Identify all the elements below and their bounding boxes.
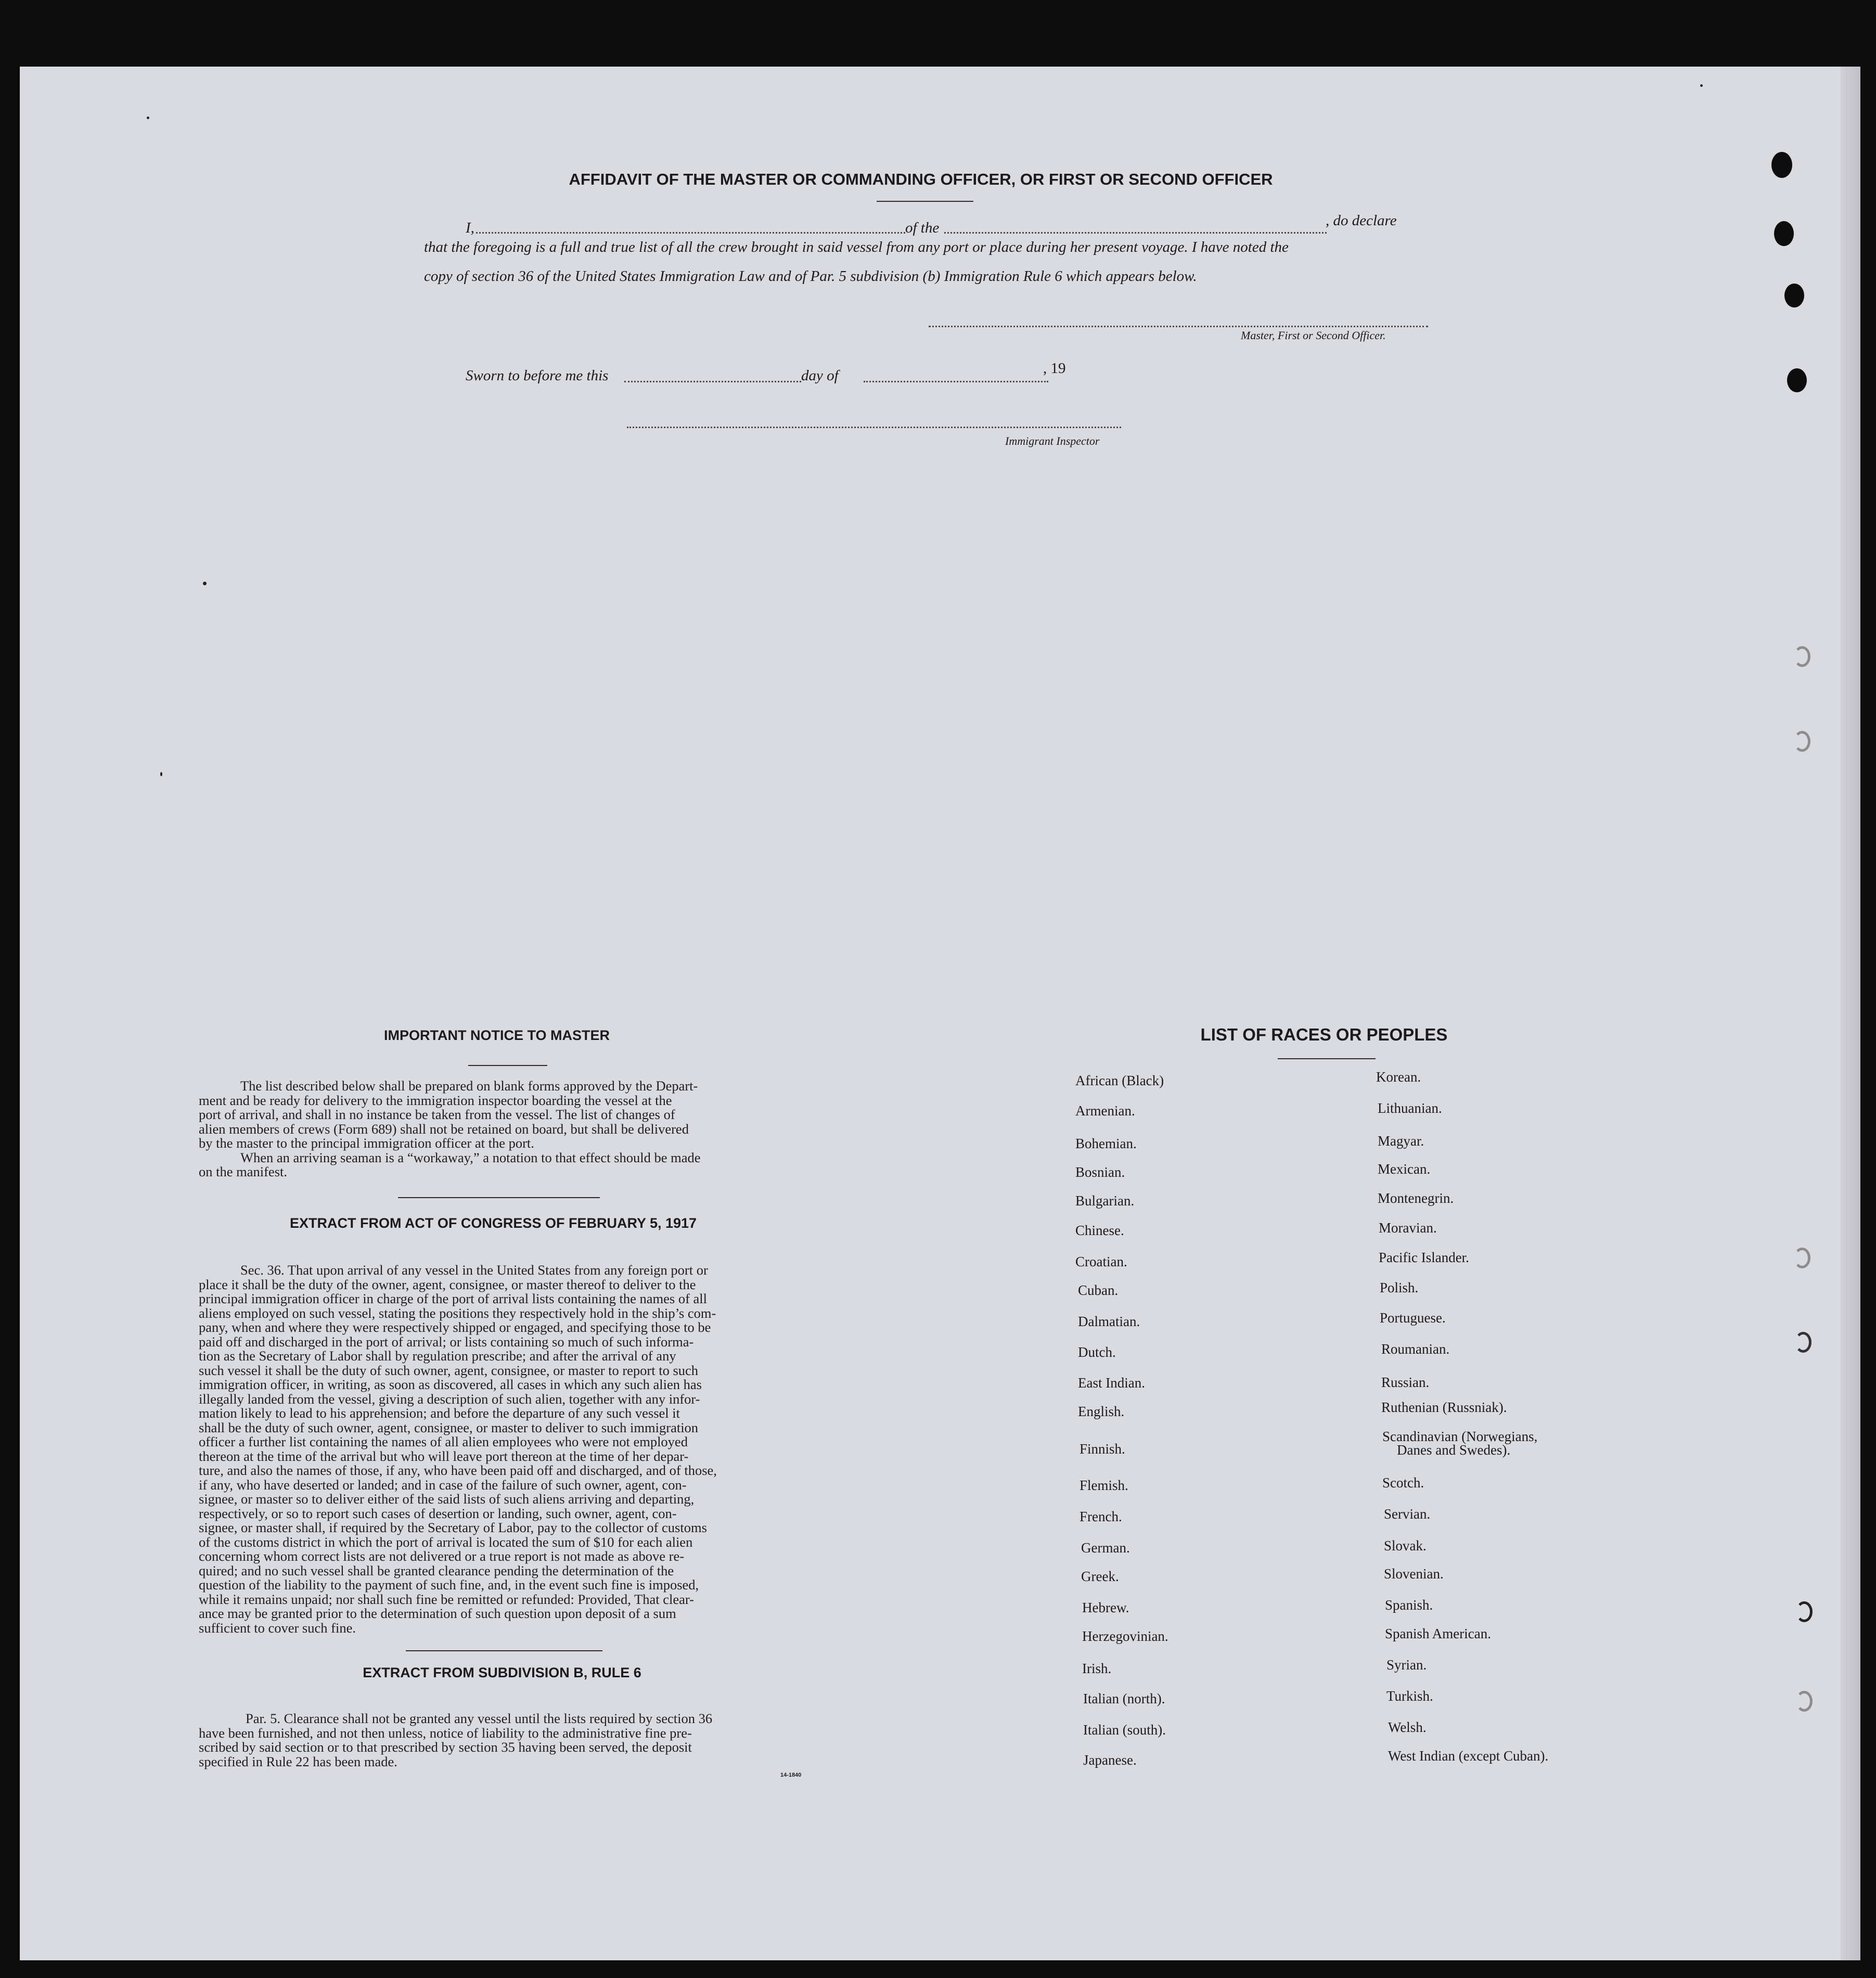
binder-hole [1794,731,1810,752]
race-right-12: Scandinavian (Norwegians, [1382,1429,1538,1444]
divider [877,201,973,202]
race-right-6: Pacific Islander. [1379,1250,1469,1265]
race-left-10: East Indian. [1078,1375,1145,1391]
race-left-14: French. [1080,1509,1122,1524]
binder-hole [1796,1691,1813,1712]
signature-caption: Master, First or Second Officer. [1241,329,1386,342]
divider [398,1197,600,1198]
race-right-17: Slovenian. [1384,1566,1444,1582]
speck [160,772,162,776]
race-left-15: German. [1081,1540,1130,1556]
race-left-1: Armenian. [1075,1103,1135,1119]
race-right-14: Scotch. [1382,1475,1424,1491]
race-left-16: Greek. [1081,1569,1119,1584]
race-right-16: Slovak. [1384,1538,1427,1553]
race-left-5: Chinese. [1075,1223,1124,1238]
binder-hole [1771,152,1792,178]
race-left-13: Flemish. [1080,1478,1128,1493]
binder-hole [1787,368,1807,392]
race-right-4: Montenegrin. [1378,1190,1454,1206]
divider [468,1065,547,1066]
binder-hole [1784,284,1804,307]
signature-blank[interactable] [929,326,1428,327]
race-left-6: Croatian. [1075,1254,1127,1269]
act-extract-text: Sec. 36. That upon arrival of any vessel in the United States from any foreign port or place it shall be the duty of the owner, agent, consignee, or master thereof to deliver to the principal immigration officer in charge of the port of arrival lists containing the names of all aliens employed on such vessel, stating the positions they respectively hold in the ship’s com- pany, when and where they were respectively shipped or engaged, and specifying those to be paid off and discharged in the port of arrival; or lists containing so much of such informa- tion as the Secretary of Labor shall by regulation prescribe; and after the arrival of any such vessel it shall be the duty of such owner, agent, consignee, or master to report to such immigration officer, in writing, as soon as discovered, all cases in which any such alien has illegally landed from the vessel, giving a description of such alien, together with any infor- mation likely to lead to his apprehension; and before the departure of any such vessel it shall be the duty of such owner, agent, consignee, or master to deliver to such immigration officer a further list containing the names of all alien employees who were not employed thereon at the time of the arrival but who will leave port thereon at the time of her depar- ture, and also the names of those, if any, who have been paid off and discharged, and of those, if any, who have deserted or landed; and in case of the failure of such owner, agent, con- signee, or master so to deliver either of the said lists of such aliens arriving and departing, respectively, or so to report such cases of desertion or landing, such owner, agent, con- signee, or master shall, if required by the Secretary of Labor, pay to the collector of customs of the customs district in which the port of arrival is located the sum of $10 for each alien concerning whom correct lists are not delivered or a true report is not made as above re- quired; and no such vessel shall be granted clearance pending the determination of the question of the liability to the payment of such fine, and, in the event such fine is imposed, while it remains unpaid; nor shall such fine be remitted or refunded: Provided, That clear- ance may be granted prior to the determination of such question upon deposit of a sum sufficient to cover such fine. [199,1262,717,1636]
race-right-11: Ruthenian (Russniak). [1381,1399,1507,1415]
race-right-21: Turkish. [1386,1688,1433,1704]
race-left-19: Irish. [1082,1661,1112,1676]
race-left-12: Finnish. [1080,1441,1125,1457]
race-right-7: Polish. [1380,1280,1419,1295]
race-left-21: Italian (south). [1083,1722,1166,1738]
divider [406,1650,602,1651]
sworn-day-blank[interactable] [624,381,801,382]
race-right-19: Spanish American. [1385,1626,1491,1641]
race-right-9: Roumanian. [1381,1341,1450,1357]
act-extract-title: EXTRACT FROM ACT OF CONGRESS OF FEBRUARY 5, 1917 [289,1215,697,1231]
binder-hole [1794,646,1810,667]
race-left-4: Bulgarian. [1075,1193,1135,1209]
race-right-22: Welsh. [1388,1719,1427,1735]
affidavit-line-3: copy of section 36 of the United States Immigration Law and of Par. 5 subdivision (b) Immigration Rule 6 which appears below. [424,268,1197,285]
vessel-blank[interactable] [944,232,1327,234]
race-left-20: Italian (north). [1083,1691,1165,1706]
document-page [20,67,1841,1960]
inspector-caption: Immigrant Inspector [1005,434,1100,447]
page-edge [1841,67,1860,1960]
inspector-signature-blank[interactable] [627,427,1121,428]
race-right-18: Spanish. [1385,1597,1433,1613]
race-left-11: English. [1078,1404,1125,1419]
race-right-15: Servian. [1384,1506,1431,1522]
form-number: 14-1840 [780,1772,802,1778]
divider [1278,1058,1376,1059]
sworn-month-blank[interactable] [864,381,1048,382]
race-right-5: Moravian. [1379,1220,1437,1236]
name-blank[interactable] [476,232,905,234]
binder-hole [1795,1332,1811,1353]
race-right-1: Lithuanian. [1378,1100,1442,1116]
affidavit-of-the-label: of the [905,220,940,236]
sworn-label: Sworn to before me this [466,367,609,384]
binder-hole [1796,1601,1813,1622]
affidavit-line-2: that the foregoing is a full and true list of all the crew brought in said vessel from any port or place during her present voyage. I have noted the [424,239,1289,255]
race-right-13: Danes and Swedes). [1397,1442,1511,1458]
race-right-23: West Indian (except Cuban). [1388,1748,1549,1764]
affidavit-do-declare: , do declare [1326,212,1397,229]
binder-hole [1774,221,1794,246]
race-right-10: Russian. [1381,1375,1430,1390]
race-left-17: Hebrew. [1082,1600,1129,1615]
notice-title: IMPORTANT NOTICE TO MASTER [384,1027,610,1043]
speck [147,117,149,119]
race-left-7: Cuban. [1078,1282,1119,1298]
year-prefix: , 19 [1043,360,1066,377]
race-right-3: Mexican. [1378,1161,1431,1177]
rule-extract-text: Par. 5. Clearance shall not be granted any vessel until the lists required by section 36 have been furnished, and not then unless, notice of liability to the administrative fine pre- scribed by said section or to that prescribed by section 35 having been served, the deposit specified in Rule 22 has been made. [199,1711,713,1769]
speck [203,582,207,585]
race-right-8: Portuguese. [1380,1310,1446,1326]
day-of-label: day of [801,367,839,384]
race-left-18: Herzegovinian. [1082,1628,1168,1644]
binder-hole [1794,1248,1810,1268]
race-left-8: Dalmatian. [1078,1314,1140,1329]
race-left-9: Dutch. [1078,1344,1116,1360]
race-right-0: Korean. [1376,1069,1421,1085]
race-right-2: Magyar. [1378,1133,1424,1149]
notice-paragraph: The list described below shall be prepared on blank forms approved by the Depart- ment and be ready for delivery to the immigration inspector boarding the vessel at the port of arrival, and shall in no instance be taken from the vessel. The list of changes of alien members of crews (Form 689) shall not be retained on board, but shall be delivered by the master to the principal immigration officer at the port. When an arriving seaman is a “workaway,” a notation to that effect should be made on the manifest. [199,1078,701,1179]
affidavit-title: AFFIDAVIT OF THE MASTER OR COMMANDING OFFICER, OR FIRST OR SECOND OFFICER [569,170,1273,188]
race-left-22: Japanese. [1083,1752,1137,1768]
speck [1700,84,1703,87]
race-left-0: African (Black) [1075,1073,1164,1088]
race-left-3: Bosnian. [1075,1164,1125,1180]
affidavit-i-label: I, [466,220,474,236]
races-title: LIST OF RACES OR PEOPLES [1200,1025,1448,1044]
race-right-20: Syrian. [1386,1657,1427,1673]
race-left-2: Bohemian. [1075,1136,1137,1151]
rule-extract-title: EXTRACT FROM SUBDIVISION B, RULE 6 [363,1665,641,1680]
